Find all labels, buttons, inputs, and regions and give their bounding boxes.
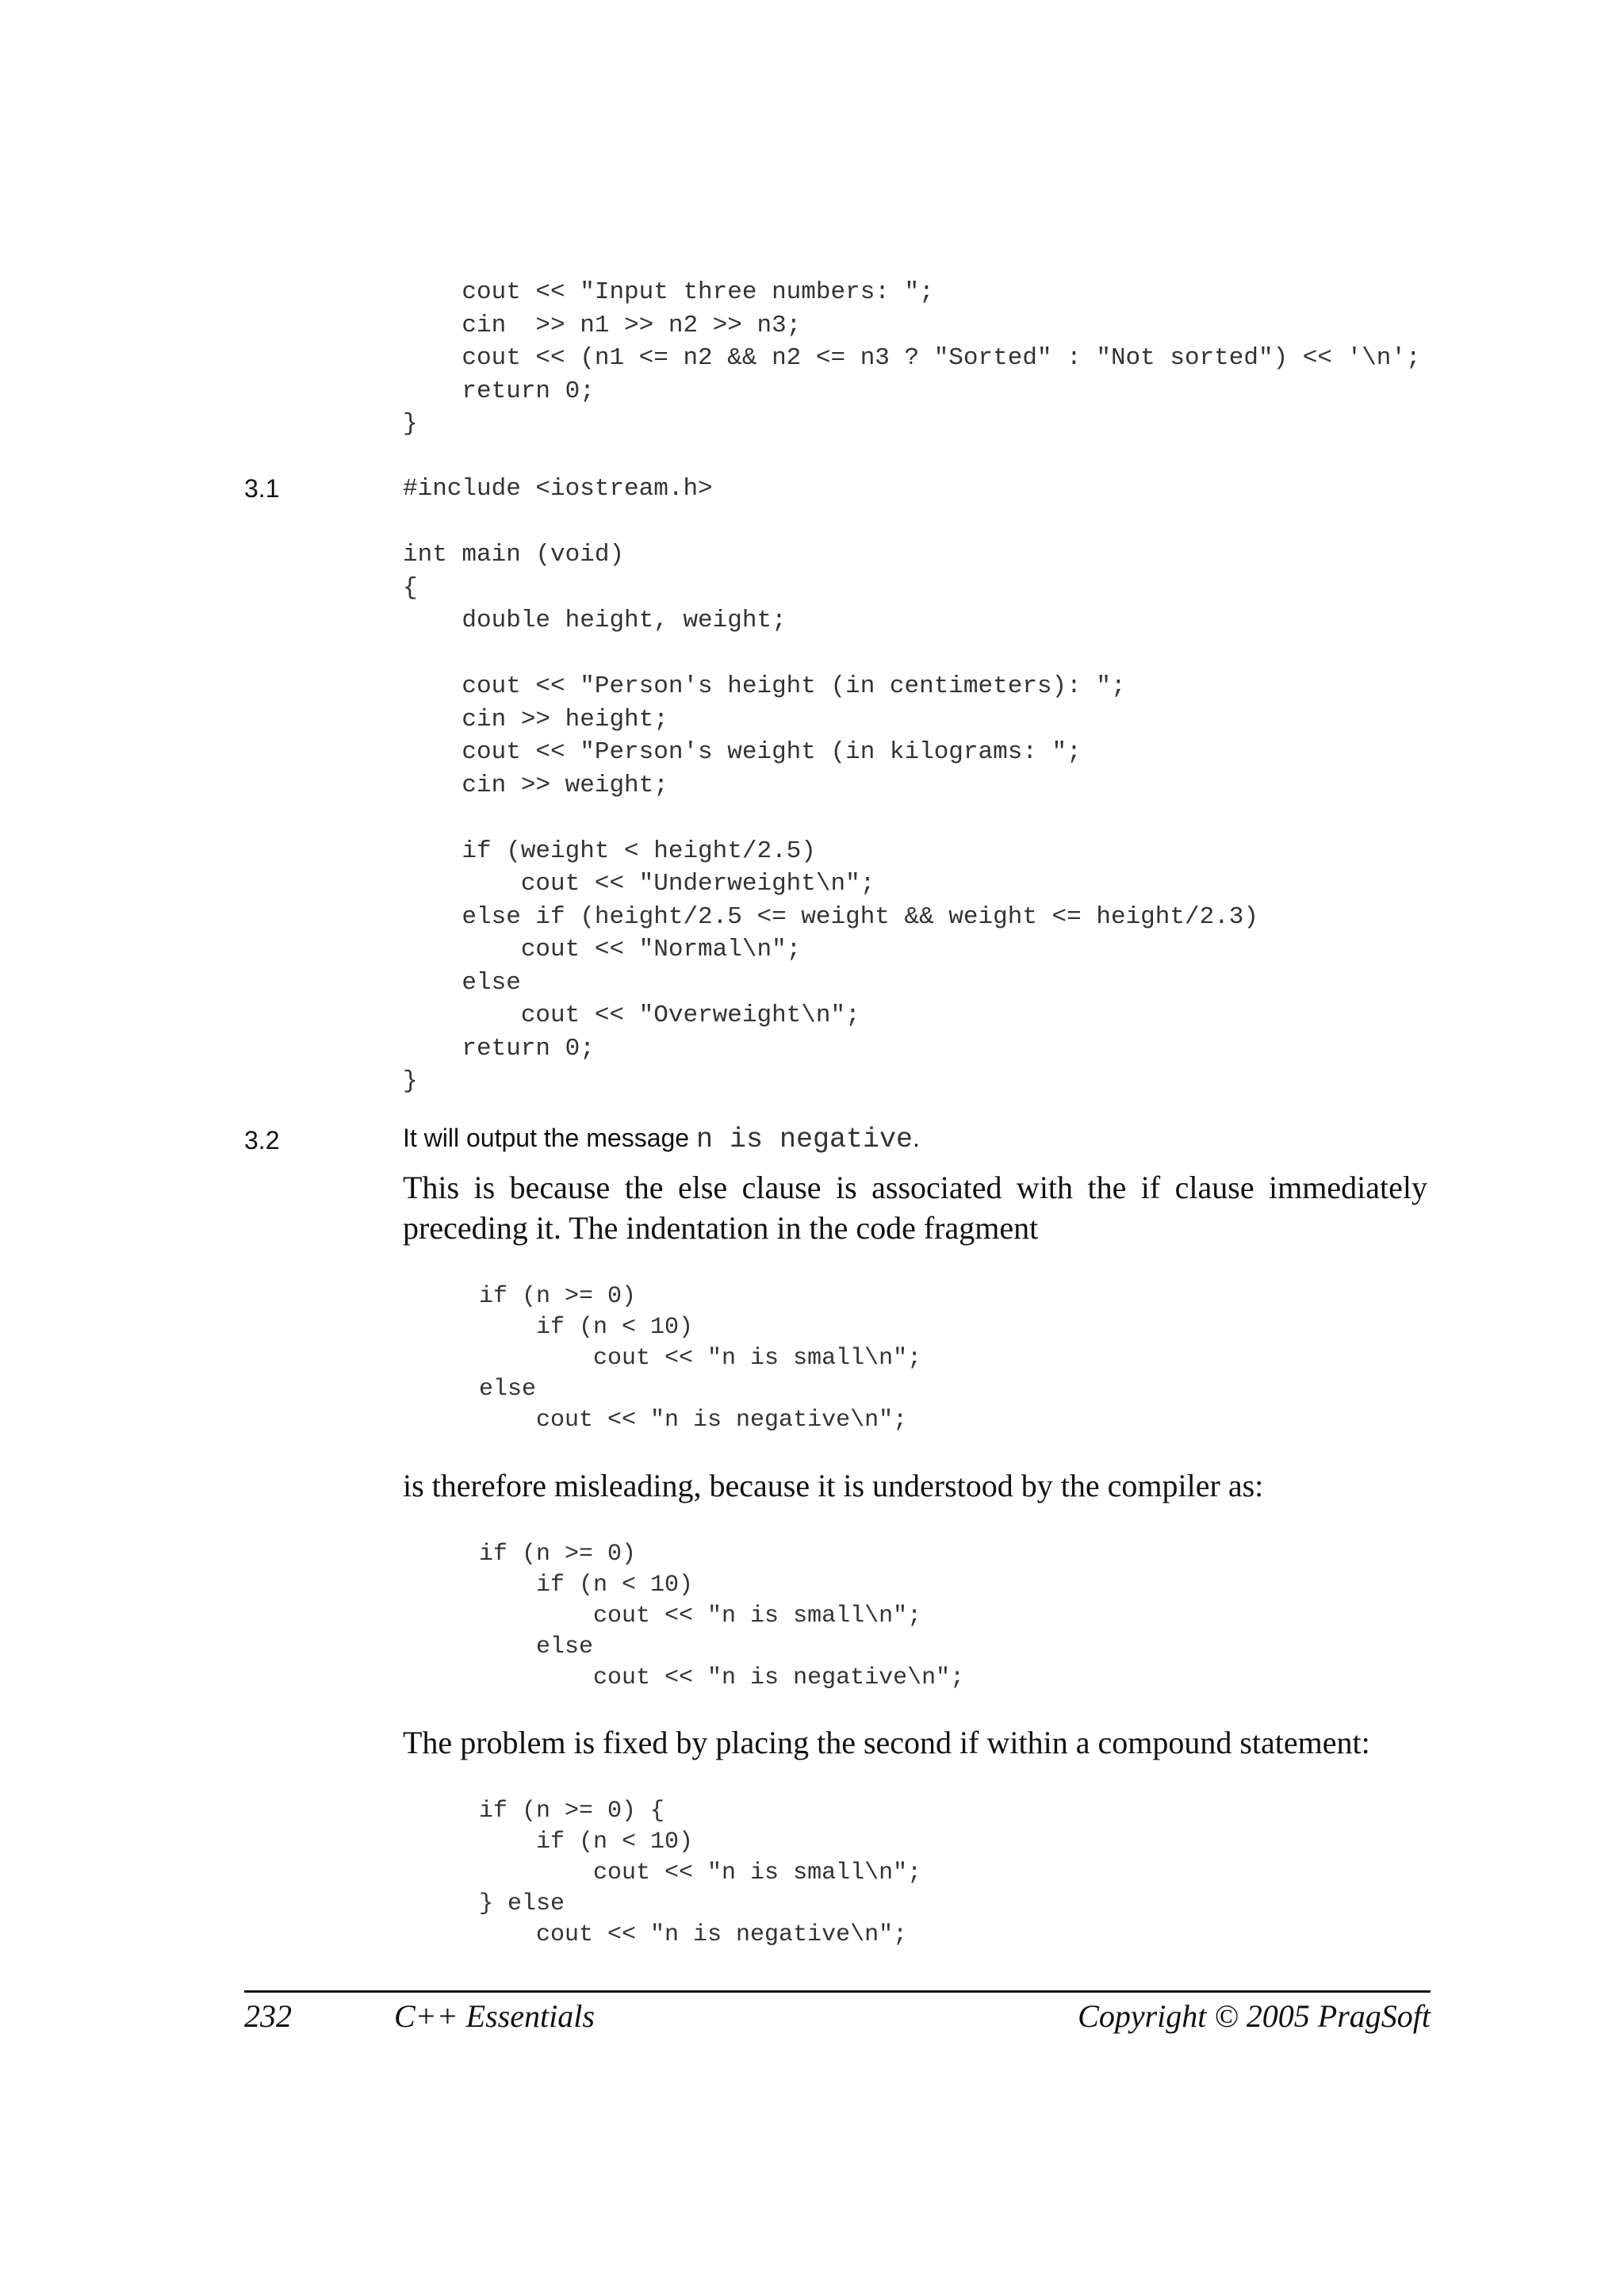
solution-3-2-code-1: if (n >= 0) if (n < 10) cout << "n is small\n"; else cout << "n is negative\n"; (479, 1283, 922, 1434)
solution-3-2-code-2: if (n >= 0) if (n < 10) cout << "n is small\n"; else cout << "n is negative\n"; (479, 1541, 965, 1691)
solution-3-2-paragraph-3: The problem is fixed by placing the second if within a compound statement: (403, 1725, 1370, 1760)
top-code-line: return 0; (403, 377, 595, 405)
top-code-line: cout << (n1 <= n2 && n2 <= n3 ? "Sorted" : "Not sorted") << '\n'; (403, 344, 1421, 372)
solution-3-2-paragraph-2: is therefore misleading, because it is understood by the compiler as: (403, 1468, 1264, 1503)
solution-3-2-paragraph-1: This is because the else clause is associated with the if clause immediately preceding it. The indentation in the code fragment (403, 1170, 1427, 1246)
top-code-line: cout << "Input three numbers: "; (403, 278, 934, 306)
top-code-line: cin >> n1 >> n2 >> n3; (403, 311, 802, 339)
footer-book-title: C++ Essentials (394, 1998, 595, 2034)
solution-3-1-code: #include <iostream.h> int main (void) { double height, weight; cout << "Person's height (in centimeters): "; cin >> height; cout << "Person's weight (in kilograms: "; cin >> weight; if (weight < height/2.5) cout << "Underweight\n"; else if (height/2.5 <= weight && weight <= height/2.3) cout << "Normal\n"; else cout << "Overweight\n"; return 0; } (403, 475, 1258, 1095)
footer-page-number: 232 (244, 1998, 292, 2034)
intro-prefix: It will output the message (403, 1124, 696, 1152)
footer-rule (244, 1990, 1431, 1993)
footer-copyright: Copyright © 2005 PragSoft (1078, 1998, 1431, 2034)
solution-number-3-2: 3.2 (244, 1126, 280, 1155)
solution-3-2-code-3: if (n >= 0) { if (n < 10) cout << "n is small\n"; } else cout << "n is negative\n"; (479, 1798, 922, 1948)
intro-code: n is negative (695, 1124, 914, 1155)
top-code-line: } (403, 410, 418, 438)
solution-3-2-intro (403, 1124, 1434, 1155)
intro-suffix: . (913, 1124, 920, 1152)
top-code-block (403, 276, 1421, 441)
solution-number-3-1: 3.1 (244, 474, 280, 503)
